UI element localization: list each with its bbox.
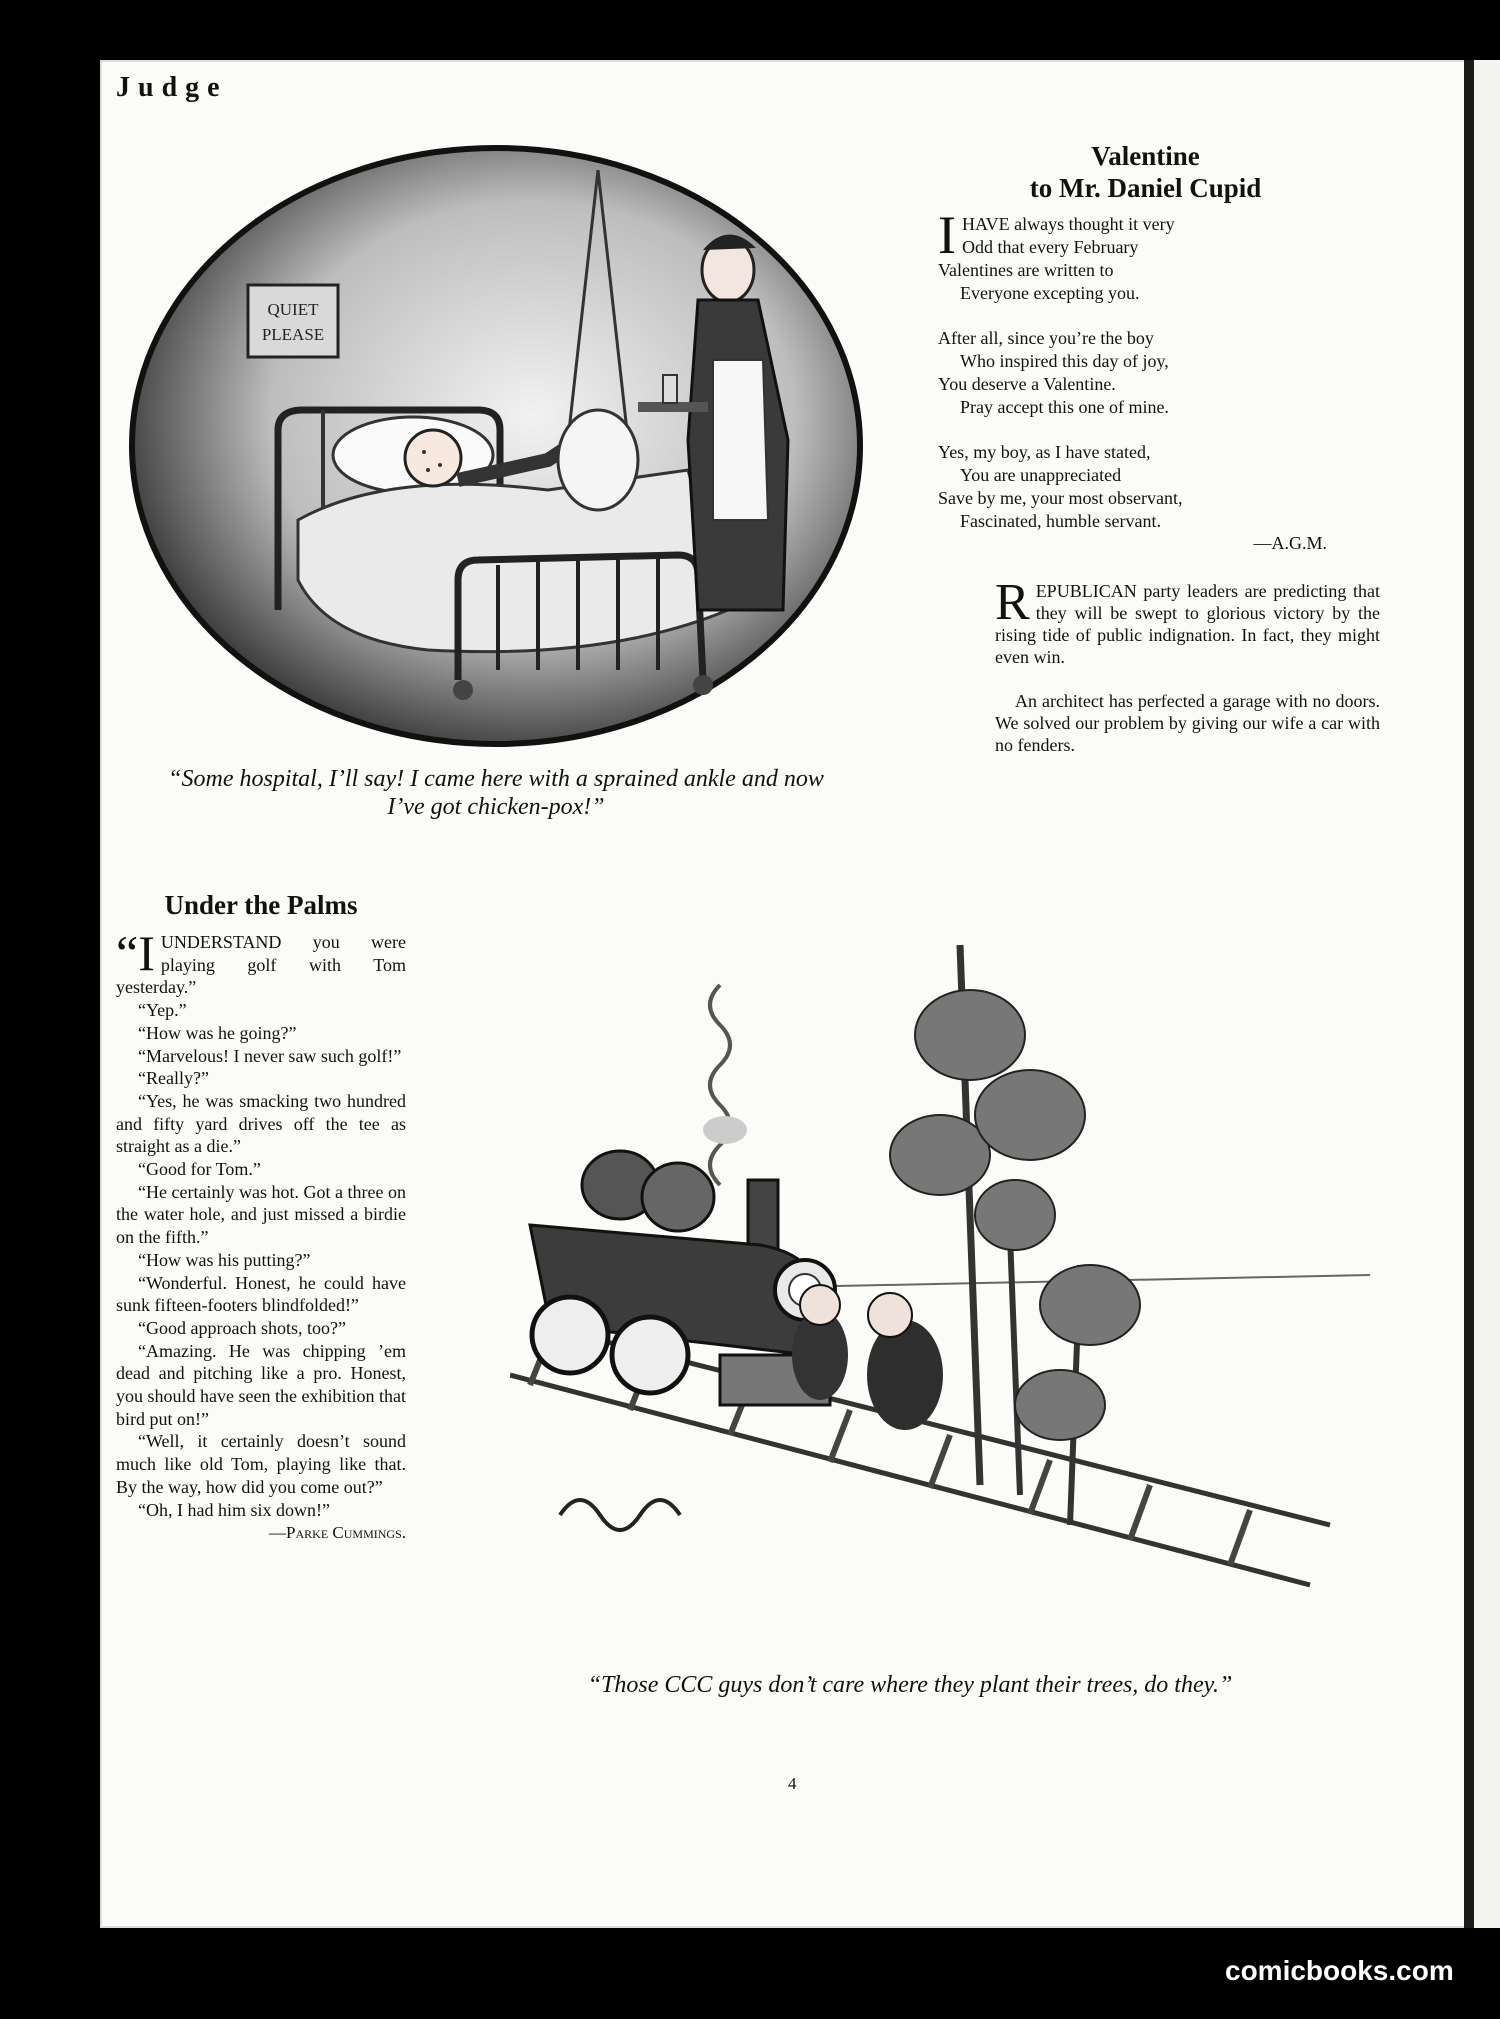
story-dropcap: “I: [116, 925, 155, 981]
poem-stanza-3: [938, 441, 1343, 533]
poem-title-line-1: Valentine: [1091, 141, 1200, 171]
story-line: “Really?”: [138, 1068, 209, 1089]
book-spine: [1464, 60, 1474, 1928]
hospital-caption: “Some hospital, I’ll say! I came here with a sprained ankle and now I’ve got chicken-pox!”: [168, 766, 824, 820]
story-line: “Oh, I had him six down!”: [138, 1499, 330, 1520]
poem-stanza-1: [938, 204, 1343, 305]
story-byline: —Parke Cummings.: [269, 1523, 406, 1543]
poem-line: Pray accept this one of mine.: [960, 396, 1169, 417]
joke-text: EPUBLICAN party leaders are predicting that they will be swept to glorious victory by the rising tide of public indignation. In fact, they might even win.: [995, 581, 1380, 667]
poem-title: [918, 140, 1343, 205]
poem-line: HAVE always thought it very: [961, 213, 1175, 234]
valentine-poem: [918, 140, 1343, 554]
hospital-cartoon: [128, 140, 864, 748]
poem-title-line-2: to Mr. Daniel Cupid: [1029, 173, 1262, 204]
site-watermark: comicbooks.com: [1225, 1955, 1454, 1986]
architect-joke: An architect has perfected a garage with no doors. We solved our problem by giving our wife a car with no fenders.: [995, 691, 1380, 755]
sign-text-2: PLEASE: [261, 325, 325, 344]
jokes-column: [995, 574, 1380, 778]
sign-text-1: QUIET: [267, 300, 319, 319]
next-page-edge: [1474, 60, 1500, 1928]
poem-line: Odd that every February: [961, 236, 1139, 257]
story-line: “Wonderful. Honest, he could have sunk fifteen-footers blindfolded!”: [116, 1272, 406, 1316]
story-line: “Good approach shots, too?”: [138, 1317, 346, 1338]
poem-dropcap: I: [938, 204, 956, 265]
story-line: “How was his putting?”: [138, 1249, 311, 1270]
poem-line: Save by me, your most observant,: [938, 487, 1183, 508]
story-line: “Yes, he was smacking two hundred and fifty yard drives off the tee as straight as a die.”: [116, 1090, 406, 1157]
train-caption: “Those CCC guys don’t care where they plant their trees, do they.”: [587, 1672, 1233, 1698]
story-line: “Amazing. He was chipping ’em dead and pitching like a pro. Honest, you should have seen the exhibition that bird put on!”: [116, 1340, 406, 1429]
train-cartoon: [510, 885, 1380, 1665]
poem-line: You deserve a Valentine.: [938, 373, 1116, 394]
poem-line: Fascinated, humble servant.: [960, 510, 1161, 531]
story-line: “Marvelous! I never saw such golf!”: [138, 1045, 402, 1066]
poem-line: Who inspired this day of joy,: [960, 350, 1169, 371]
story-line: “He certainly was hot. Got a three on the water hole, and just missed a birdie on the fifth.”: [116, 1181, 406, 1248]
under-the-palms-story: [116, 890, 406, 1543]
story-line: “Well, it certainly doesn’t sound much like old Tom, playing like that. By the way, how did you come out?”: [116, 1431, 406, 1497]
joke-dropcap: R: [995, 574, 1030, 631]
poem-line: Yes, my boy, as I have stated,: [938, 441, 1151, 462]
republican-joke: [995, 574, 1380, 668]
story-title: Under the Palms: [164, 890, 358, 920]
running-head: Judge: [116, 72, 228, 103]
artist-signature: [560, 1500, 680, 1530]
poem-line: After all, since you’re the boy: [938, 327, 1154, 348]
quiet-sign: [248, 285, 338, 357]
story-line: “IUNDERSTAND you were playing golf with Tom yesterday.”: [116, 925, 406, 998]
poem-line: You are unappreciated: [960, 464, 1122, 485]
poem-line: Everyone excepting you.: [960, 282, 1140, 303]
story-line: “Yep.”: [138, 1000, 187, 1021]
story-line: “How was he going?”: [138, 1022, 297, 1043]
page-number: 4: [788, 1774, 797, 1793]
poem-line: Valentines are written to: [938, 259, 1114, 280]
poem-signature: —A.G.M.: [1253, 532, 1327, 553]
poem-stanza-2: [938, 327, 1343, 419]
story-line: “Good for Tom.”: [138, 1159, 261, 1180]
